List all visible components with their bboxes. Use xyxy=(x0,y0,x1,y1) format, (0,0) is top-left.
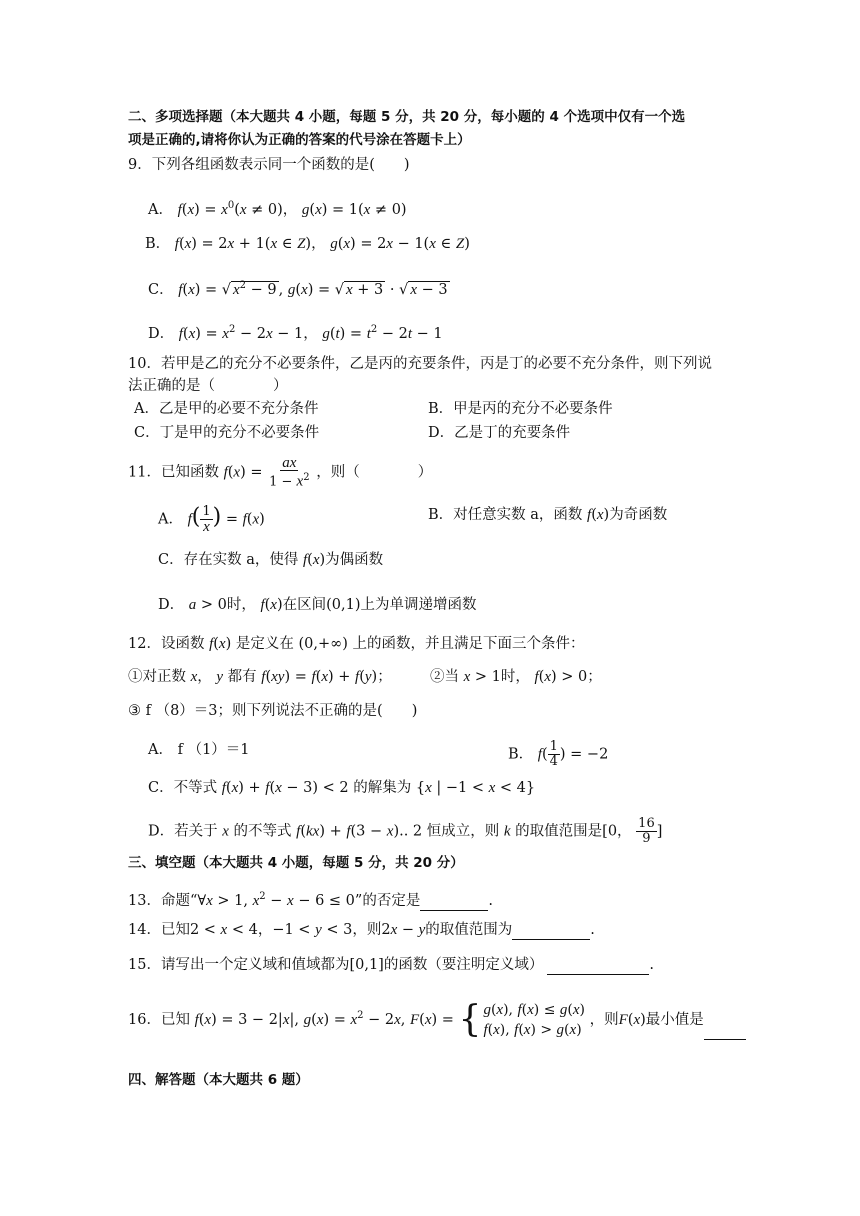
q9-option-d: D． $f(x) = x^2 - 2x - 1$， $g(t) = t^2 - 2t - 1$ xyxy=(148,324,443,342)
section-3-title: 三、填空题（本大题共 4 小题，每题 5 分，共 20 分） xyxy=(128,855,464,871)
q11-stem: 11．已知函数 f(x) = $\frac{ax}{1 - x^2}$ ，则（ ） xyxy=(128,455,433,490)
q16: 16．已知 f(x) = 3 − 2|x|, $g(x) = x^2 - 2x$, F(x) = { g(x), f(x) ≤ g(x) f(x), f(x) > g(x) ，则F(x)最小值是 xyxy=(128,1000,746,1040)
q15: 15．请写出一个定义域和值域都为[0,1]的函数（要注明定义域） . xyxy=(128,957,654,973)
q9-option-b: B． f(x) = 2x + 1(x ∈ Z)， g(x) = 2x − 1(x ∈ Z) xyxy=(145,236,470,252)
q12-option-c: C．不等式 f(x) + f(x − 3) < 2 的解集为 {x | −1 < x < 4} xyxy=(148,780,536,796)
q10-option-a: A．乙是甲的必要不充分条件 xyxy=(134,401,319,417)
section-2-title-line2: 项是正确的,请将你认为正确的答案的代号涂在答题卡上） xyxy=(128,132,471,148)
q11-option-a: A． f( $\frac{1}{x}$ ) = f(x) xyxy=(158,504,265,535)
q11-option-b: B．对任意实数 a，函数 f(x)为奇函数 xyxy=(428,507,668,523)
q12-condition-3: ③ f （8）＝3；则下列说法不正确的是( ) xyxy=(128,703,418,719)
q12-option-a: A． f （1）＝1 xyxy=(148,742,250,758)
q12-option-b: B． f( $\frac{1}{4}$ ) = −2 xyxy=(508,739,609,769)
q14: 14．已知2 < x < 4，−1 < y < 3，则2x − y的取值范围为 . xyxy=(128,922,595,938)
q9-stem: 9．下列各组函数表示同一个函数的是( ) xyxy=(128,157,410,173)
q10-option-b: B．甲是丙的充分不必要条件 xyxy=(428,401,613,417)
section-2-title-line1: 二、多项选择题（本大题共 4 小题，每题 5 分，共 20 分，每小题的 4 个选项中仅有一个选 xyxy=(128,109,686,125)
q10-option-c: C．丁是甲的充分不必要条件 xyxy=(134,425,320,441)
q9-option-a: A． $f(x) = x^0(x \ne 0)$， g(x) = 1(x ≠ 0) xyxy=(148,200,407,218)
q13: 13．命题“∀x > 1, $x^2 - x - 6 \le 0$”的否定是 . xyxy=(128,891,493,909)
q12-stem: 12．设函数 f(x) 是定义在 (0,+∞) 上的函数，并且满足下面三个条件： xyxy=(128,636,585,652)
q9-option-c: C． f(x) = √ $x^2 - 9$ , g(x) = √ x + 3 · √ x − 3 xyxy=(148,280,448,298)
q11-option-d: D． a > 0时， f(x)在区间(0,1)上为单调递增函数 xyxy=(158,597,477,613)
q10-option-d: D．乙是丁的充要条件 xyxy=(428,425,571,441)
q12-condition-1: ①对正数 x， y 都有 f(xy) = f(x) + f(y)； xyxy=(128,669,392,685)
q10-stem-2: 法正确的是（ ） xyxy=(128,378,288,394)
q12-option-d: D．若关于 x 的不等式 f(kx) + f(3 − x).. 2 恒成立，则 k 的取值范围是[0， $\frac{16}{9}$ ] xyxy=(148,816,663,846)
q10-stem: 10．若甲是乙的充分不必要条件，乙是丙的充要条件，丙是丁的必要不充分条件，则下列说 xyxy=(128,356,712,372)
q11-option-c: C．存在实数 a，使得 f(x)为偶函数 xyxy=(158,552,384,568)
section-4-title: 四、解答题（本大题共 6 题） xyxy=(128,1072,309,1088)
q12-condition-2: ②当 x > 1时， f(x) > 0； xyxy=(430,669,602,685)
